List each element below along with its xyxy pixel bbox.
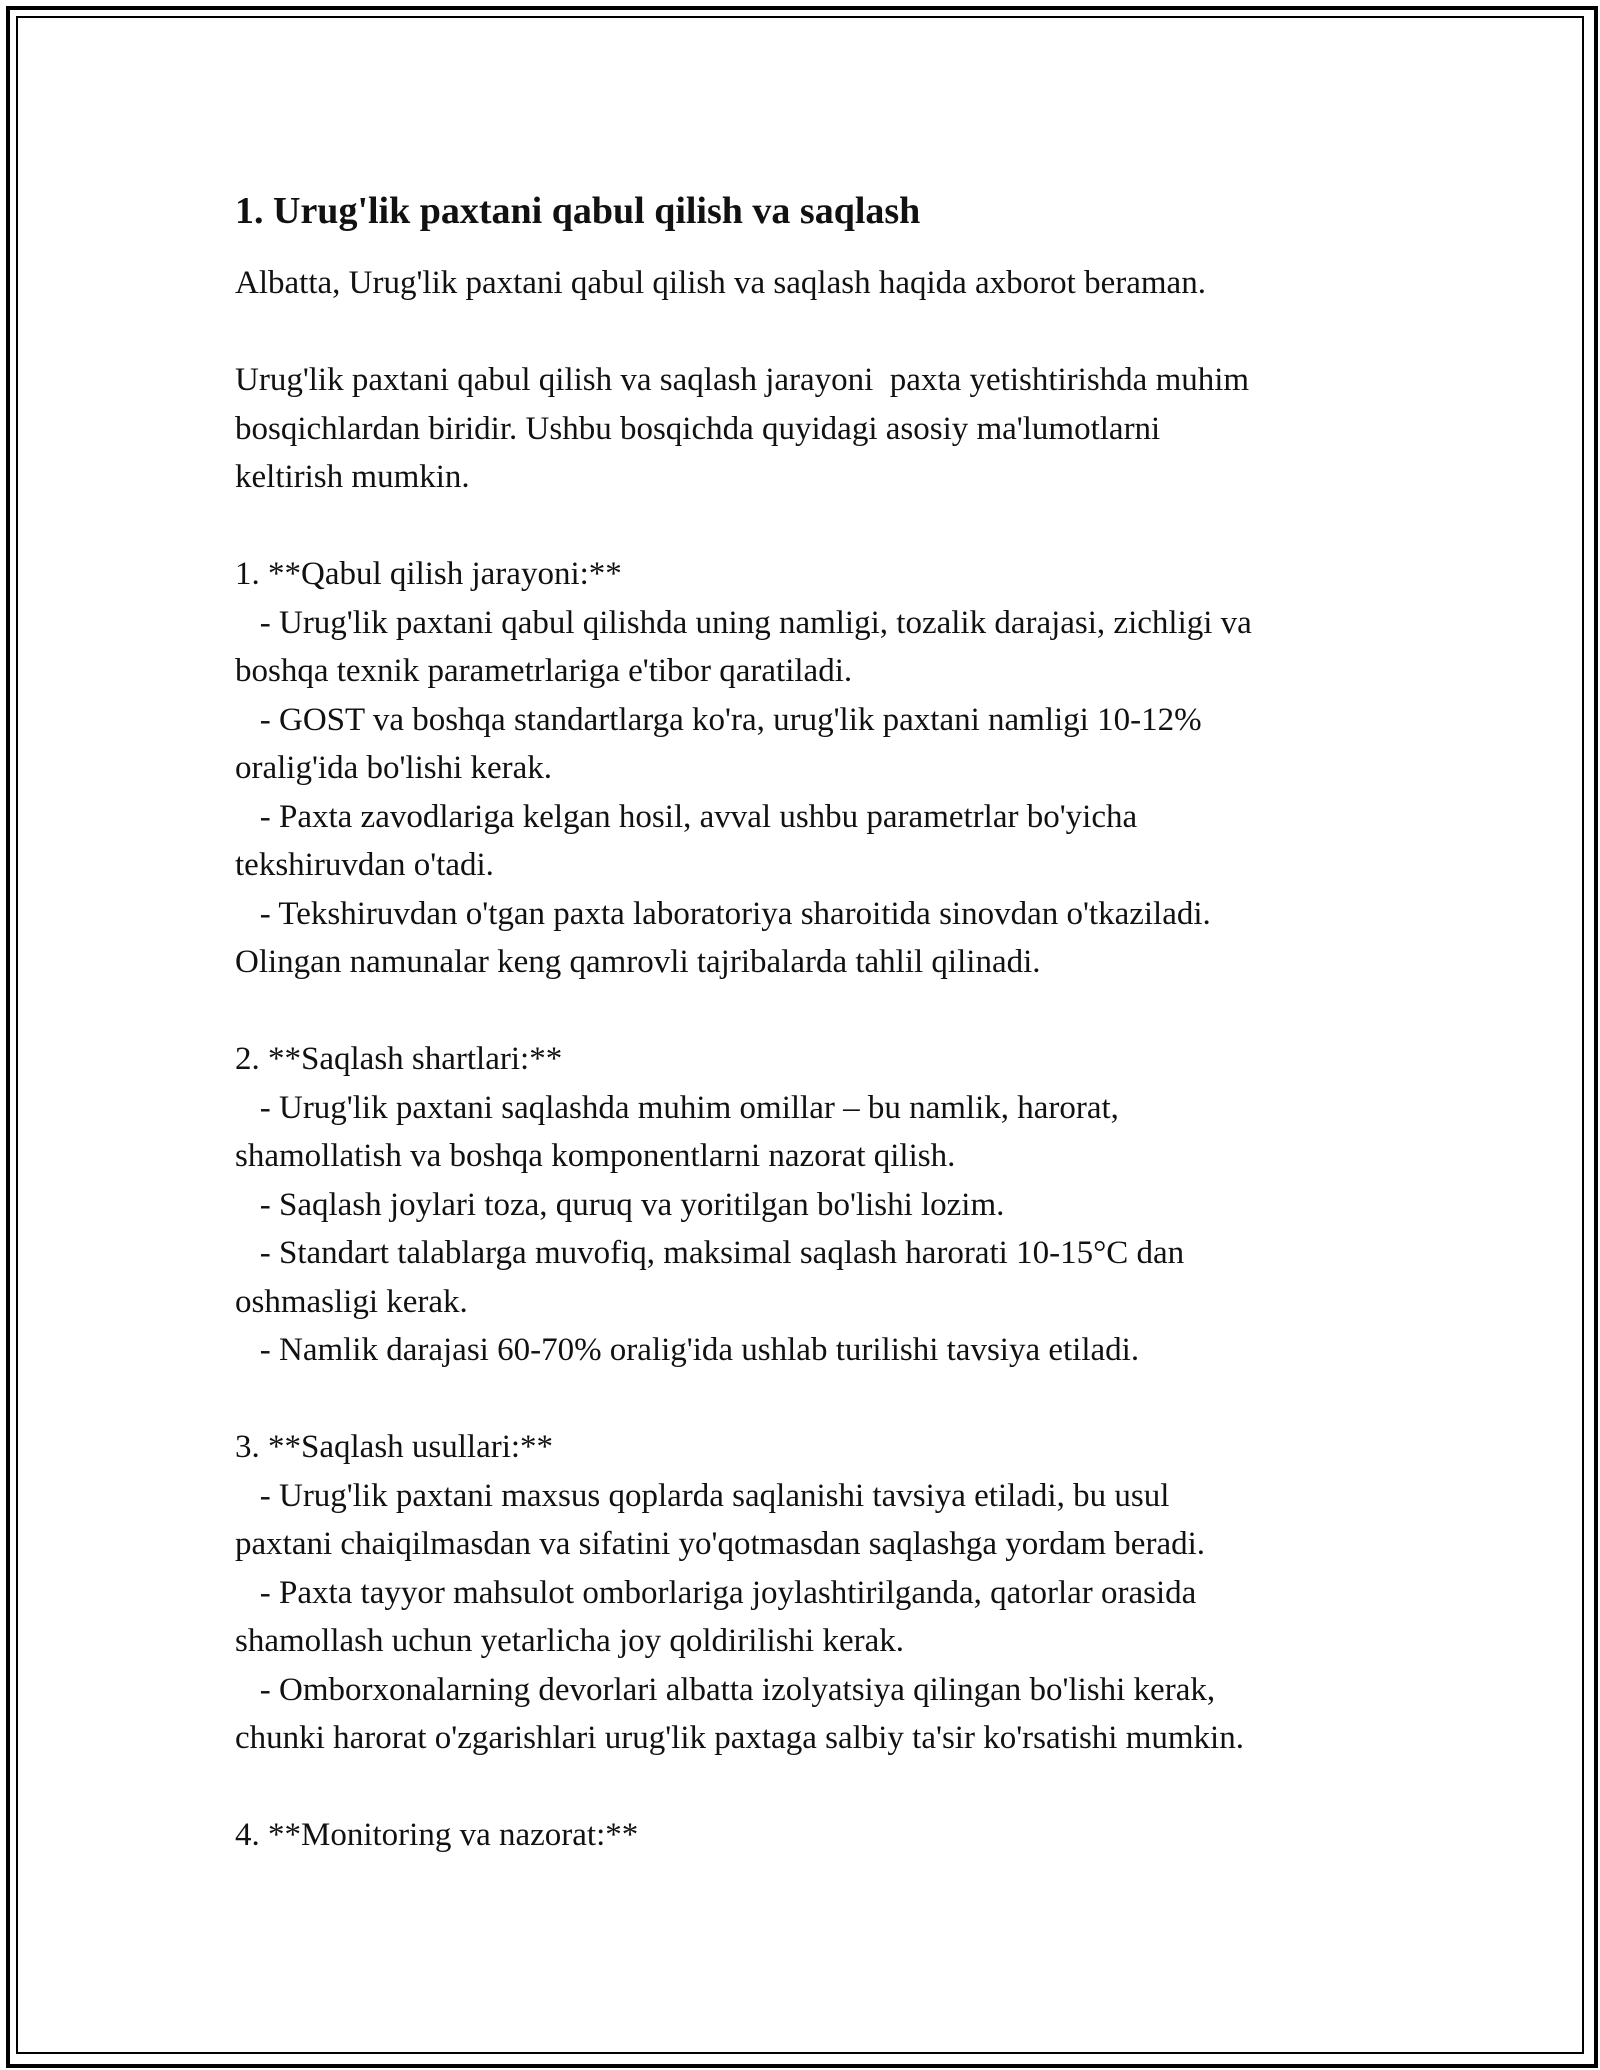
paragraph-spacer xyxy=(235,502,1395,551)
section-body-storage-methods: - Urug'lik paxtani maxsus qoplarda saqlanishi tavsiya etiladi, bu usul paxtani chaiqilmasdan va sifatini yo'qotmasdan saqlashga yordam beradi. - Paxta tayyor mahsulot omborlariga joylashtirilganda, qatorlar orasida shamollash uchun yetarlicha joy qoldirilishi kerak. - Omborxonalarning devorlari albatta izolyatsiya qilingan bo'lishi kerak, chunki harorat o'zgarishlari urug'lik paxtaga salbiy ta'sir ko'rsatishi mumkin. xyxy=(235,1477,1244,1756)
section-body-storage-conditions: - Urug'lik paxtani saqlashda muhim omillar – bu namlik, harorat, shamollatish va boshqa komponentlarni nazorat qilish. - Saqlash joylari toza, quruq va yoritilgan bo'lishi lozim. - Standart talablarga muvofiq, maksimal saqlash harorati 10-15°C dan oshmasligi kerak. - Namlik darajasi 60-70% oralig'ida ushlab turilishi tavsiya etiladi. xyxy=(235,1089,1185,1368)
section-heading-storage-methods: 3. **Saqlash usullari:** xyxy=(235,1429,554,1465)
section-heading-monitoring: 4. **Monitoring va nazorat:** xyxy=(235,1817,639,1853)
document-title: 1. Urug'lik paxtani qabul qilish va saqlash xyxy=(235,190,921,232)
paragraph-spacer xyxy=(235,1375,1395,1424)
paragraph-spacer xyxy=(235,308,1395,357)
overview-paragraph: Urug'lik paxtani qabul qilish va saqlash jarayoni paxta yetishtirishda muhim bosqichlardan biridir. Ushbu bosqichda quyidagi asosiy ma'lumotlarni keltirish mumkin. xyxy=(235,362,1250,495)
paragraph-spacer xyxy=(235,987,1395,1036)
document-body xyxy=(235,185,1395,1860)
section-body-reception: - Urug'lik paxtani qabul qilishda uning namligi, tozalik darajasi, zichligi va boshqa texnik parametrlariga e'tibor qaratiladi. - GOST va boshqa standartlarga ko'ra, urug'lik paxtani namligi 10-12% oralig'ida bo'lishi kerak. - Paxta zavodlariga kelgan hosil, avval ushbu parametrlar bo'yicha tekshiruvdan o'tadi. - Tekshiruvdan o'tgan paxta laboratoriya sharoitida sinovdan o'tkaziladi. Olingan namunalar keng qamrovli tajribalarda tahlil qilinadi. xyxy=(235,604,1252,980)
section-heading-reception: 1. **Qabul qilish jarayoni:** xyxy=(235,556,622,592)
section-heading-storage-conditions: 2. **Saqlash shartlari:** xyxy=(235,1041,563,1077)
intro-paragraph: Albatta, Urug'lik paxtani qabul qilish va saqlash haqida axborot beraman. xyxy=(235,265,1206,301)
paragraph-spacer xyxy=(235,1763,1395,1812)
